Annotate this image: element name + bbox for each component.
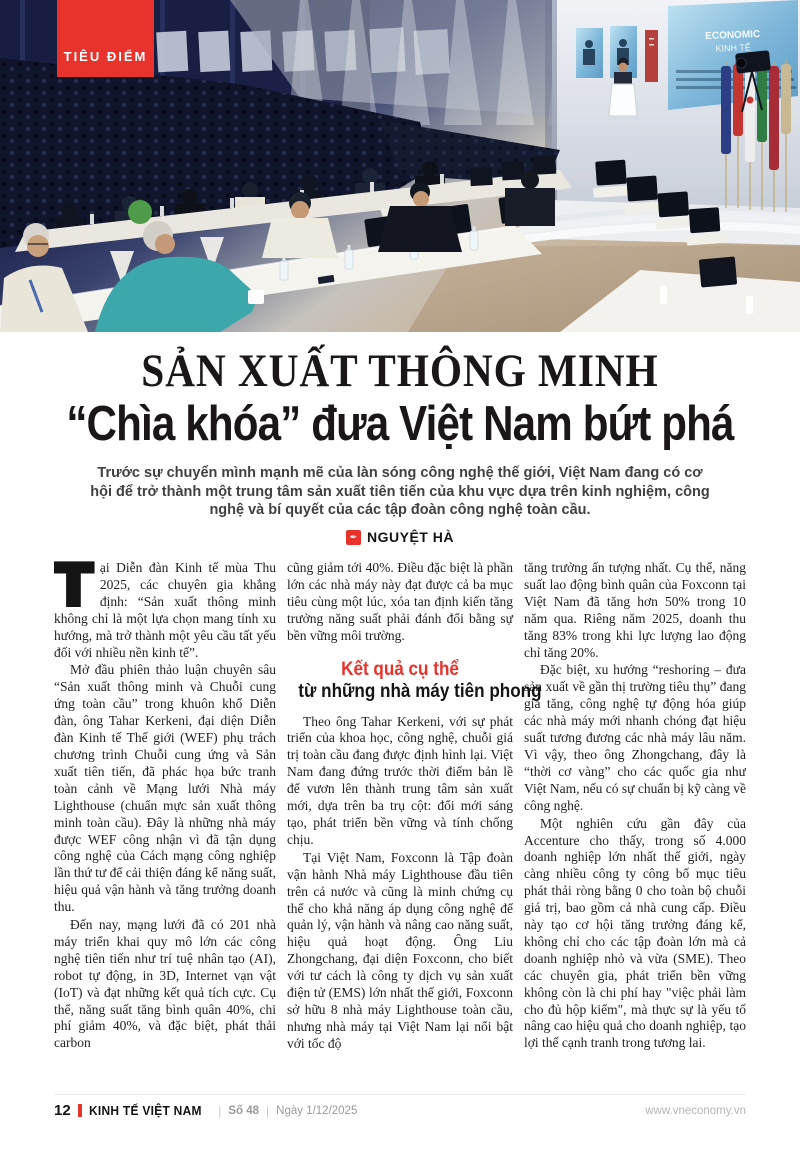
footer-separator: | <box>266 1103 270 1118</box>
headline-title: “Chìa khóa” đưa Việt Nam bứt phá <box>66 397 734 451</box>
footer-red-bar <box>78 1104 82 1117</box>
paragraph-text: ại Diễn đàn Kinh tế mùa Thu 2025, các chuyên gia khẳng định: “Sản xuất thông minh không chỉ là một lựa chọn mang tính xu hướng, mà trở thành một yêu cầu tất yếu đối với nhiều nền kinh tế”. <box>54 560 276 660</box>
paragraph: tăng trưởng ấn tượng nhất. Cụ thể, năng suất lao động bình quân của Foxconn tại Việt Nam đã tăng hơn 50% trong 10 năm qua. Riêng năm 2025, doanh thu tăng 83% trong khi lực lượng lao động chỉ tăng 20%. <box>524 560 746 660</box>
footer-separator: | <box>218 1103 222 1118</box>
headline-kicker: SẢN XUẤT THÔNG MINH <box>141 345 659 397</box>
headline <box>0 344 800 452</box>
page-number: 12 <box>54 1102 71 1119</box>
paragraph: Một nghiên cứu gần đây của Accenture cho thấy, trong số 4.000 doanh nghiệp lớn nhất thế giới, ngày càng nhiều công ty công bố mục tiêu phát thải ròng bằng 0 cho toàn bộ chuỗi giá trị, bao gồm cả nhà cung cấp. Điều này tạo cơ hội tăng trưởng đáng kể, không chỉ cho các tập đoàn lớn mà cả doanh nghiệp nhỏ và vừa (SME). Theo các chuyên gia, phát triển bền vững không còn là chi phí hay "việc phải làm cho đủ hộp kiểm", mà thực sự là yếu tố nâng cao hiệu quả cho doanh nghiệp, tạo lợi thế cạnh tranh trong tương lai. <box>524 815 746 1051</box>
subhead-line-1: Kết quả cụ thể <box>341 658 459 680</box>
paragraph: cũng giảm tới 40%. Điều đặc biệt là phần lớn các nhà máy này đạt được cả ba mục tiêu cùng một lúc, xóa tan định kiến tăng trưởng năng suất phải đánh đổi bằng sự bền vững môi trường. <box>287 560 513 643</box>
column-1 <box>54 560 276 1094</box>
stage-screen-text: ECONOMIC <box>705 29 761 42</box>
author-name: NGUYỆT HÀ <box>367 529 454 545</box>
paragraph: Theo ông Tahar Kerkeni, với sự phát triển của khoa học, công nghệ, chuỗi giá trị toàn cầu đang được định hình lại. Việt Nam đang đứng trước thời điểm bản lề để vươn lên thành trung tâm sản xuất mới, dựa trên ba trụ cột: đổi mới sáng tạo, phát triển bền vững và tính chống chịu. <box>287 713 513 847</box>
section-tag <box>57 0 154 77</box>
pen-icon: ✒ <box>346 530 361 545</box>
paragraph: Tại Việt Nam, Foxconn là Tập đoàn vận hành Nhà máy Lighthouse đầu tiên trên cả nước và cũng là minh chứng cụ thể cho khả năng áp dụng công nghệ để quản lý, vận hành và nâng cao năng suất, hiệu quả hoạt động. Ông Liu Zhongchang, đại diện Foxconn, cho biết với tư cách là công ty dịch vụ sản xuất điện tử (EMS) lớn nhất thế giới, Foxconn sở hữu 8 nhà máy Lighthouse toàn cầu, nhưng nhà máy tại Việt Nam lại nổi bật với tốc độ <box>287 849 513 1051</box>
stage-screen-text-2: KINH TẾ <box>715 42 751 54</box>
section-subhead <box>287 658 542 703</box>
camera <box>735 50 771 73</box>
footer-left <box>54 1102 357 1119</box>
byline <box>0 529 800 545</box>
subhead-line-2: từ những nhà máy tiên phong <box>298 680 542 702</box>
drop-cap: T <box>54 560 93 619</box>
page-footer <box>54 1094 746 1119</box>
column-2 <box>287 560 542 1094</box>
paragraph: Mở đầu phiên thảo luận chuyên sâu “Sản xuất thông minh và Chuỗi cung ứng toàn cầu” trong khuôn khổ Diễn đàn, ông Tahar Kerkeni, đại diện Diễn đàn Kinh tế Thế giới (WEF) phụ trách chương trình Chuỗi cung ứng và Sản xuất tiên tiến, đã phác họa bức tranh toàn cảnh về Mạng lưới Nhà máy Lighthouse (chuẩn mực sản xuất thông minh toàn cầu). Đây là những nhà máy được WEF công nhận vì đã tận dụng công nghệ của Cách mạng công nghiệp lần thứ tư để cải thiện đáng kể năng suất, hiệu quả vận hành và tăng trưởng doanh thu. <box>54 662 276 915</box>
section-tag-label: TIÊU ĐIỂM <box>63 49 148 64</box>
column-3 <box>524 560 746 1094</box>
paragraph <box>54 560 276 661</box>
publication-name: KINH TẾ VIỆT NAM <box>88 1103 202 1118</box>
paragraph: Đặc biệt, xu hướng “reshoring – đưa sản xuất về gần thị trường tiêu thụ” đang gia tăng, công nghệ tự động hóa giúp các nhà máy mới nhanh chóng đạt hiệu suất tương đương các nhà máy lâu năm. Vì vậy, theo ông Zhongchang, đây là “thời cơ vàng” cho các quốc gia như Việt Nam, nếu có sự chuẩn bị kỹ càng về công nghệ. <box>524 662 746 813</box>
paragraph: Đến nay, mạng lưới đã có 201 nhà máy triển khai quy mô lớn các công nghệ tiên tiến như trí tuệ nhân tạo (AI), robot tự động, in 3D, Internet vạn vật (IoT) và đạt những kết quả tích cực. Cụ thể, năng suất tăng bình quân 40%, chi phí giảm 40%, và đặc biệt, phát thải carbon <box>54 917 276 1051</box>
article-lede: Trước sự chuyển mình mạnh mẽ của làn sóng công nghệ thế giới, Việt Nam đang có cơ hội để trở thành một trung tâm sản xuất tiên tiến của khu vực dựa trên kinh nghiệm, công nghệ và bí quyết của các tập đoàn công nghệ toàn cầu. <box>90 465 710 518</box>
issue-number: Số 48 <box>228 1104 260 1117</box>
issue-date: Ngày 1/12/2025 <box>276 1104 358 1117</box>
article-body <box>54 560 746 1094</box>
website-url: www.vneconomy.vn <box>645 1104 746 1117</box>
